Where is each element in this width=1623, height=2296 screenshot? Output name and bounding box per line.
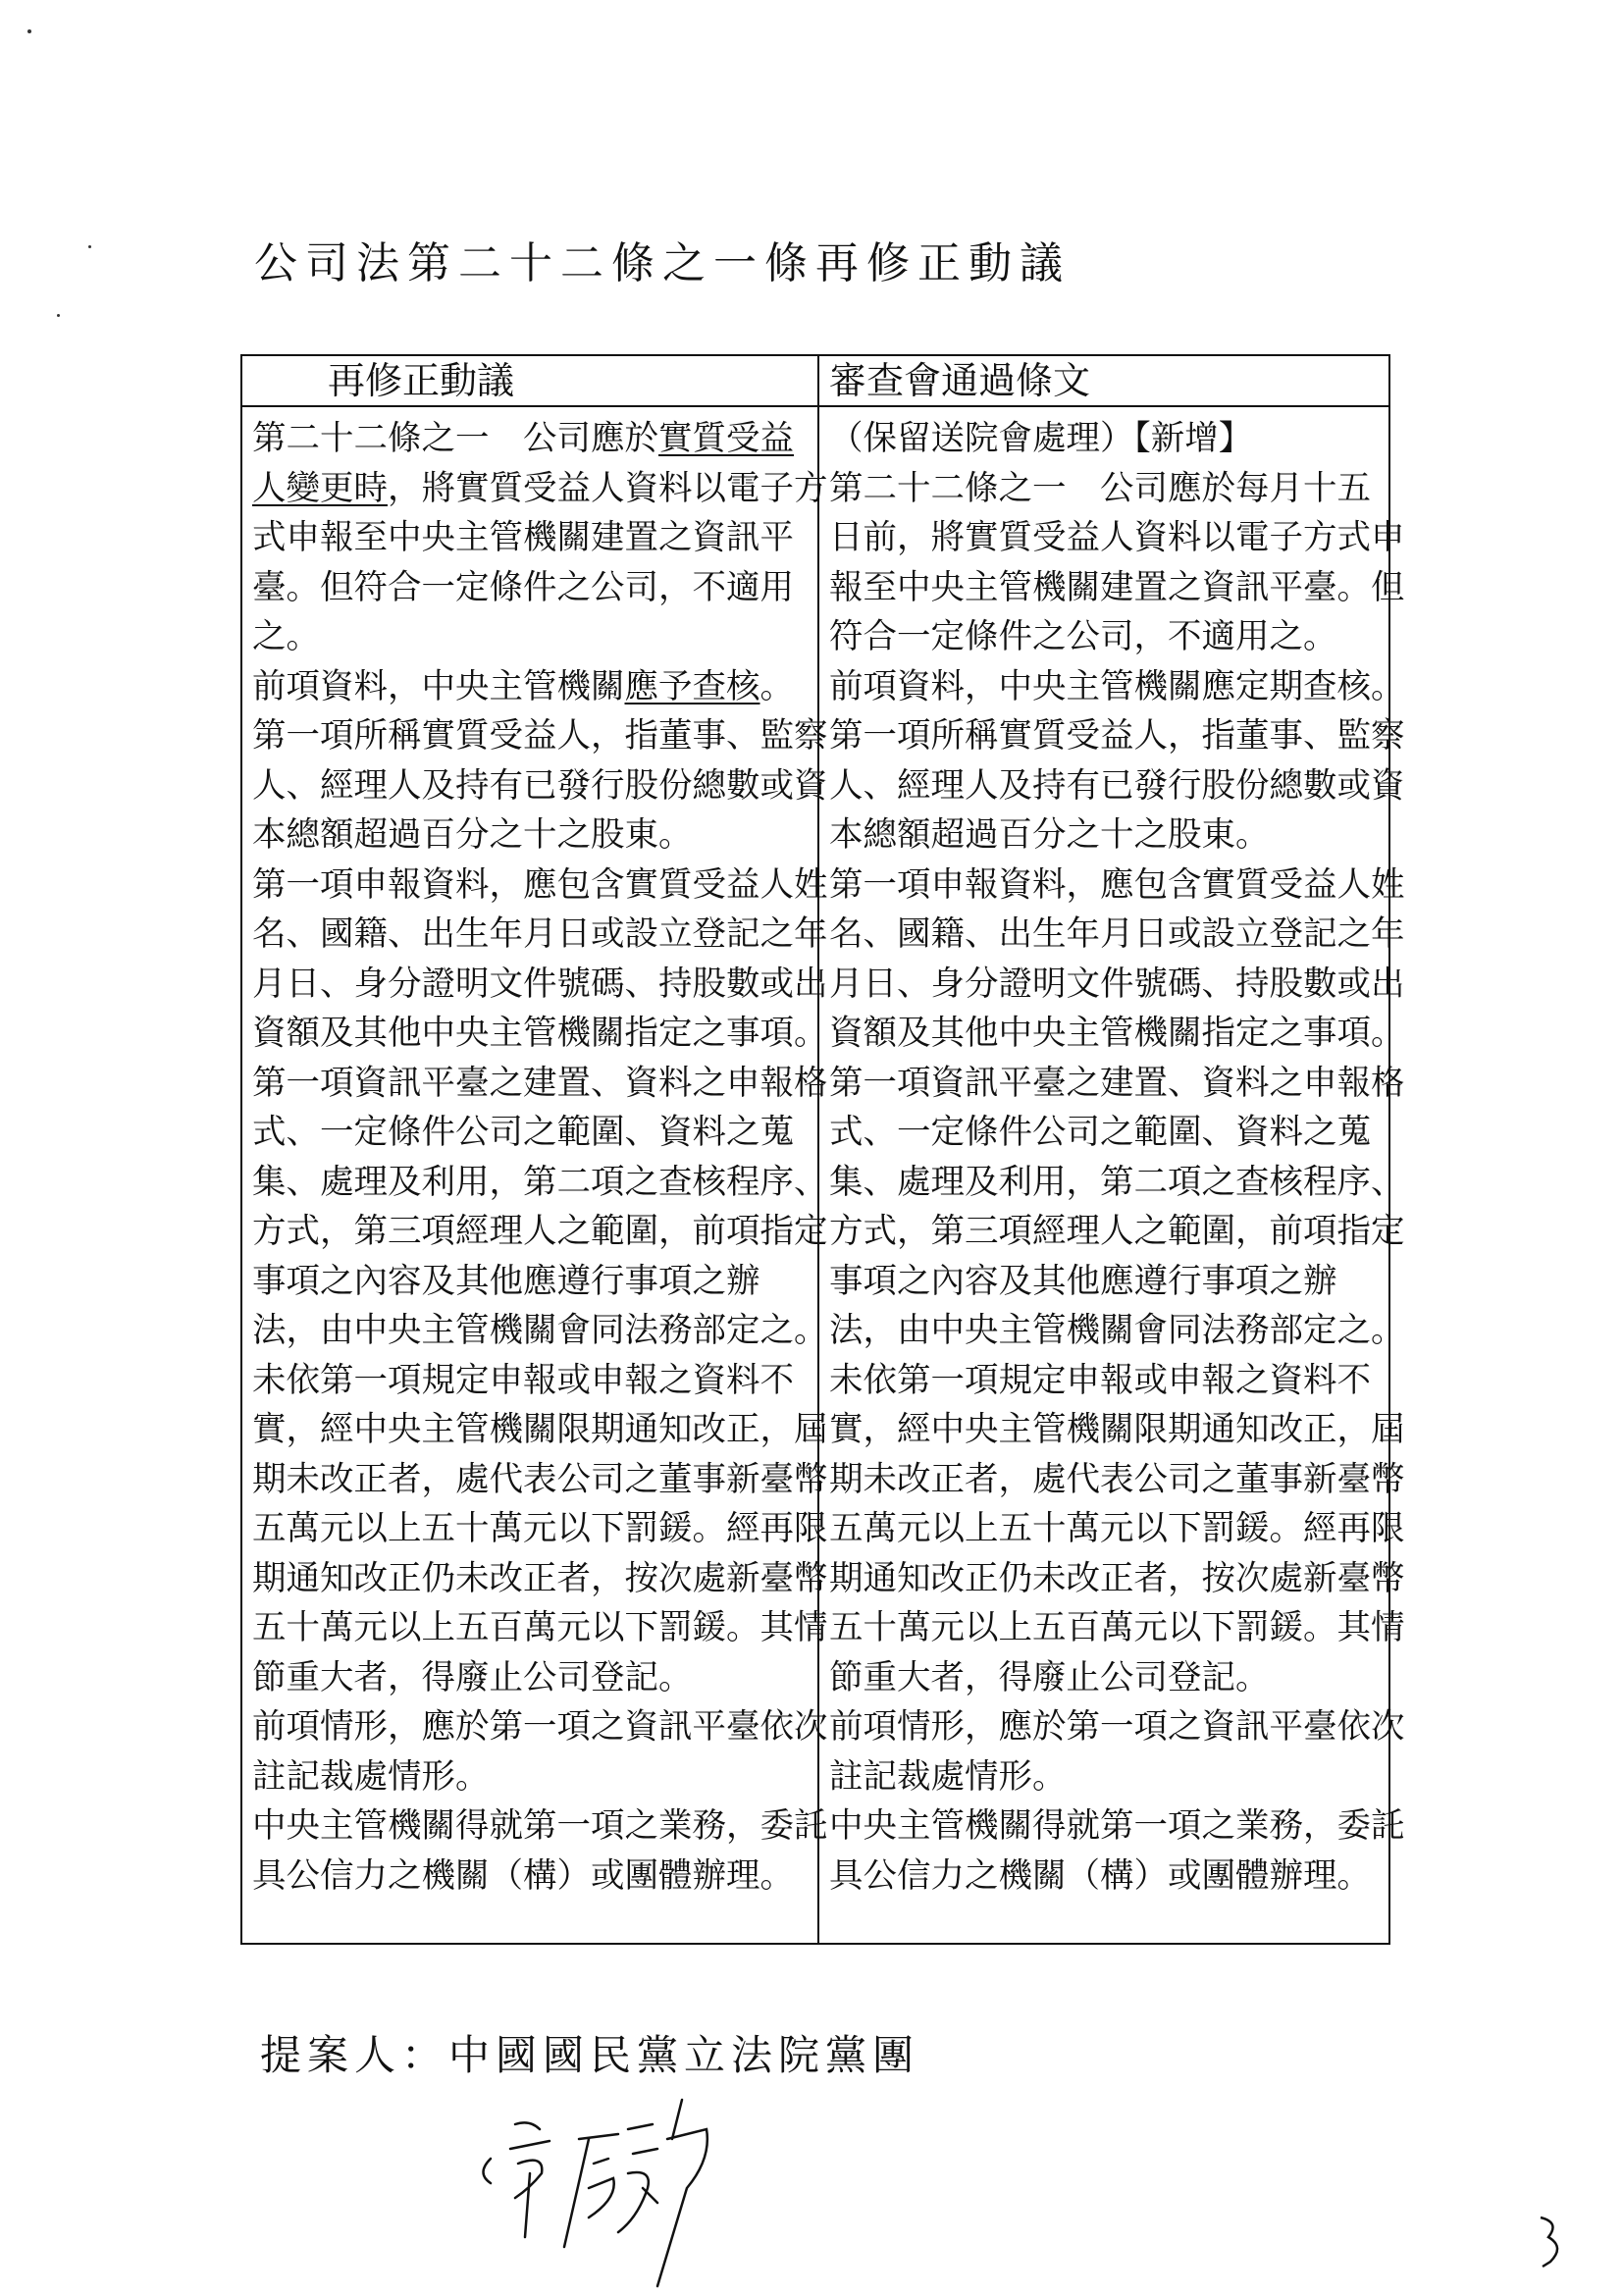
clause-text: 未依第一項規定申報或申報之資料不	[252, 1360, 794, 1400]
clause-text: 名、國籍、出生年月日或設立登記之年	[829, 914, 1405, 954]
committee-text-line	[829, 612, 1388, 662]
handwritten-signature	[471, 2080, 785, 2296]
revised-motion-line	[252, 711, 828, 761]
committee-text-line	[829, 1752, 1388, 1802]
committee-text-line	[829, 1009, 1405, 1059]
committee-text-line	[829, 1504, 1405, 1554]
committee-text-line	[829, 1554, 1405, 1604]
clause-text: 法，由中央主管機關會同法務部定之。	[829, 1311, 1405, 1350]
revised-motion-line	[252, 1257, 812, 1307]
committee-text-line	[829, 1108, 1388, 1158]
page-number-mark	[1531, 2213, 1570, 2271]
clause-text: 資額及其他中央主管機關指定之事項。	[252, 1014, 828, 1053]
revised-motion-line	[252, 910, 828, 960]
revised-motion-line	[252, 662, 812, 712]
clause-text: 式、一定條件公司之範圍、資料之蒐	[829, 1113, 1371, 1152]
header-rule	[242, 405, 1388, 407]
clause-text: 事項之內容及其他應遵行事項之辦	[252, 1261, 760, 1301]
revised-motion-column	[252, 414, 828, 1901]
revised-motion-line	[252, 960, 828, 1010]
clause-text: 符合一定條件之公司，不適用之。	[829, 617, 1337, 656]
clause-text: 第一項所稱實質受益人，指董事、監察	[252, 716, 828, 756]
clause-text: 註記裁處情形。	[829, 1756, 1067, 1797]
committee-text-line	[829, 1059, 1405, 1109]
scan-speck	[88, 245, 91, 248]
revised-motion-line	[252, 1108, 812, 1158]
clause-text: 五萬元以上五十萬元以下罰鍰。經再限	[829, 1509, 1405, 1548]
committee-text-line	[829, 1852, 1388, 1902]
revised-motion-line	[252, 1752, 812, 1802]
clause-text: （保留送院會處理）【新增】	[829, 419, 1253, 458]
committee-text-line	[829, 1158, 1405, 1208]
revised-motion-line	[252, 464, 828, 514]
clause-text: 第一項申報資料，應包含實質受益人姓	[252, 864, 828, 905]
clause-text: 五萬元以上五十萬元以下罰鍰。經再限	[252, 1509, 828, 1548]
revised-motion-line	[252, 1306, 828, 1356]
clause-text: 集、處理及利用，第二項之查核程序、	[829, 1162, 1405, 1202]
committee-text-line	[829, 761, 1405, 811]
revised-motion-line	[252, 414, 812, 464]
clause-text: 第一項申報資料，應包含實質受益人姓	[829, 864, 1405, 905]
clause-text: 人、經理人及持有已發行股份總數或資	[829, 765, 1405, 806]
committee-text-line	[829, 1306, 1405, 1356]
clause-text: 中央主管機關得就第一項之業務，委託	[829, 1806, 1405, 1846]
revised-motion-line	[252, 1603, 828, 1653]
committee-text-line	[829, 1603, 1405, 1653]
clause-text: 日前，將實質受益人資料以電子方式申	[829, 518, 1405, 557]
clause-text: 集、處理及利用，第二項之查核程序、	[252, 1162, 828, 1202]
revised-motion-line	[252, 1653, 812, 1703]
header-revised-motion: 再修正動議	[328, 359, 515, 402]
revised-motion-line	[252, 810, 812, 861]
committee-text-line	[829, 910, 1405, 960]
committee-text-line	[829, 711, 1405, 761]
clause-text: 期未改正者，處代表公司之董事新臺幣	[252, 1459, 828, 1499]
clause-text: 事項之內容及其他應遵行事項之辦	[829, 1261, 1337, 1301]
document-title: 公司法第二十二條之一條再修正動議	[254, 238, 1071, 288]
clause-text: 之。	[252, 617, 320, 656]
underlined-amendment-text: 應予查核	[624, 666, 760, 706]
revised-motion-line	[252, 1852, 812, 1902]
underlined-amendment-text: 實質受益	[658, 419, 794, 458]
committee-text-line	[829, 1356, 1388, 1406]
committee-text-line	[829, 1405, 1405, 1455]
revised-motion-line	[252, 1059, 828, 1109]
clause-text: 前項情形，應於第一項之資訊平臺依次	[252, 1707, 828, 1747]
clause-text: 節重大者，得廢止公司登記。	[252, 1657, 693, 1697]
clause-text: 本總額超過百分之十之股東。	[252, 815, 693, 855]
clause-text: 節重大者，得廢止公司登記。	[829, 1657, 1270, 1697]
clause-text: 五十萬元以上五百萬元以下罰鍰。其情	[252, 1608, 828, 1647]
clause-text: 前項資料，中央主管機關	[252, 666, 625, 706]
scan-speck	[27, 29, 31, 33]
revised-motion-line	[252, 761, 828, 811]
committee-text-line	[829, 1653, 1388, 1703]
clause-text: 月日、身分證明文件號碼、持股數或出	[829, 964, 1405, 1004]
clause-text: 報至中央主管機關建置之資訊平臺。但	[829, 567, 1405, 607]
revised-motion-line	[252, 1455, 828, 1505]
clause-text: 第二十二條之一 公司應於每月十五	[829, 468, 1371, 508]
committee-text-line	[829, 960, 1405, 1010]
clause-text: 式、一定條件公司之範圍、資料之蒐	[252, 1113, 794, 1152]
revised-motion-line	[252, 612, 812, 662]
clause-text: 實，經中央主管機關限期通知改正，屆	[829, 1410, 1405, 1449]
committee-text-line	[829, 563, 1405, 613]
clause-text: 人、經理人及持有已發行股份總數或資	[252, 765, 828, 806]
clause-text: 臺。但符合一定條件之公司，不適用	[252, 567, 794, 607]
revised-motion-line	[252, 861, 828, 911]
committee-text-line	[829, 513, 1405, 563]
clause-text: 期未改正者，處代表公司之董事新臺幣	[829, 1459, 1405, 1499]
committee-text-line	[829, 1455, 1405, 1505]
clause-text: 方式，第三項經理人之範圍，前項指定	[829, 1212, 1405, 1251]
scan-speck	[57, 314, 60, 317]
clause-text: 。	[759, 666, 794, 706]
header-committee-text: 審查會通過條文	[829, 359, 1091, 402]
revised-motion-line	[252, 1009, 828, 1059]
committee-text-line	[829, 861, 1405, 911]
clause-text: 第一項所稱實質受益人，指董事、監察	[829, 716, 1405, 756]
committee-text-line	[829, 414, 1388, 464]
clause-text: 中央主管機關得就第一項之業務，委託	[252, 1806, 828, 1846]
clause-text: 具公信力之機關（構）或團體辦理。	[252, 1855, 794, 1896]
clause-text: 第一項資訊平臺之建置、資料之申報格	[829, 1063, 1405, 1103]
clause-text: 前項資料，中央主管機關應定期查核。	[829, 666, 1405, 706]
clause-text: 期通知改正仍未改正者，按次處新臺幣	[829, 1558, 1405, 1598]
committee-text-line	[829, 1702, 1405, 1752]
clause-text: 本總額超過百分之十之股東。	[829, 815, 1270, 855]
clause-text: 實，經中央主管機關限期通知改正，屆	[252, 1410, 828, 1449]
clause-text: ，將實質受益人資料以電子方	[388, 468, 828, 508]
revised-motion-line	[252, 1554, 828, 1604]
committee-text-line	[829, 810, 1388, 861]
committee-text-line	[829, 464, 1388, 514]
clause-text: 資額及其他中央主管機關指定之事項。	[829, 1014, 1405, 1053]
clause-text: 未依第一項規定申報或申報之資料不	[829, 1360, 1371, 1400]
clause-text: 註記裁處情形。	[252, 1756, 490, 1797]
clause-text: 前項情形，應於第一項之資訊平臺依次	[829, 1707, 1405, 1747]
committee-text-line	[829, 662, 1405, 712]
revised-motion-line	[252, 1702, 828, 1752]
clause-text: 式申報至中央主管機關建置之資訊平	[252, 518, 794, 557]
clause-text: 具公信力之機關（構）或團體辦理。	[829, 1855, 1371, 1896]
revised-motion-line	[252, 1801, 828, 1852]
clause-text: 名、國籍、出生年月日或設立登記之年	[252, 914, 828, 954]
clause-text: 第一項資訊平臺之建置、資料之申報格	[252, 1063, 828, 1103]
committee-text-line	[829, 1257, 1388, 1307]
clause-text: 法，由中央主管機關會同法務部定之。	[252, 1311, 828, 1350]
revised-motion-line	[252, 1207, 828, 1257]
committee-text-column	[829, 414, 1405, 1901]
committee-text-line	[829, 1801, 1405, 1852]
underlined-amendment-text: 人變更時	[252, 468, 388, 508]
revised-motion-line	[252, 513, 812, 563]
column-divider	[817, 356, 819, 1943]
revised-motion-line	[252, 563, 812, 613]
clause-text: 月日、身分證明文件號碼、持股數或出	[252, 964, 828, 1004]
committee-text-line	[829, 1207, 1405, 1257]
proposer-line: 提案人：中國國民黨立法院黨團	[260, 2031, 920, 2079]
revised-motion-line	[252, 1356, 812, 1406]
revised-motion-line	[252, 1158, 828, 1208]
clause-text: 五十萬元以上五百萬元以下罰鍰。其情	[829, 1608, 1405, 1647]
comparison-table	[240, 354, 1405, 1945]
revised-motion-line	[252, 1504, 828, 1554]
clause-text: 第二十二條之一 公司應於	[252, 419, 658, 458]
revised-motion-line	[252, 1405, 828, 1455]
clause-text: 期通知改正仍未改正者，按次處新臺幣	[252, 1558, 828, 1598]
clause-text: 方式，第三項經理人之範圍，前項指定	[252, 1212, 828, 1251]
